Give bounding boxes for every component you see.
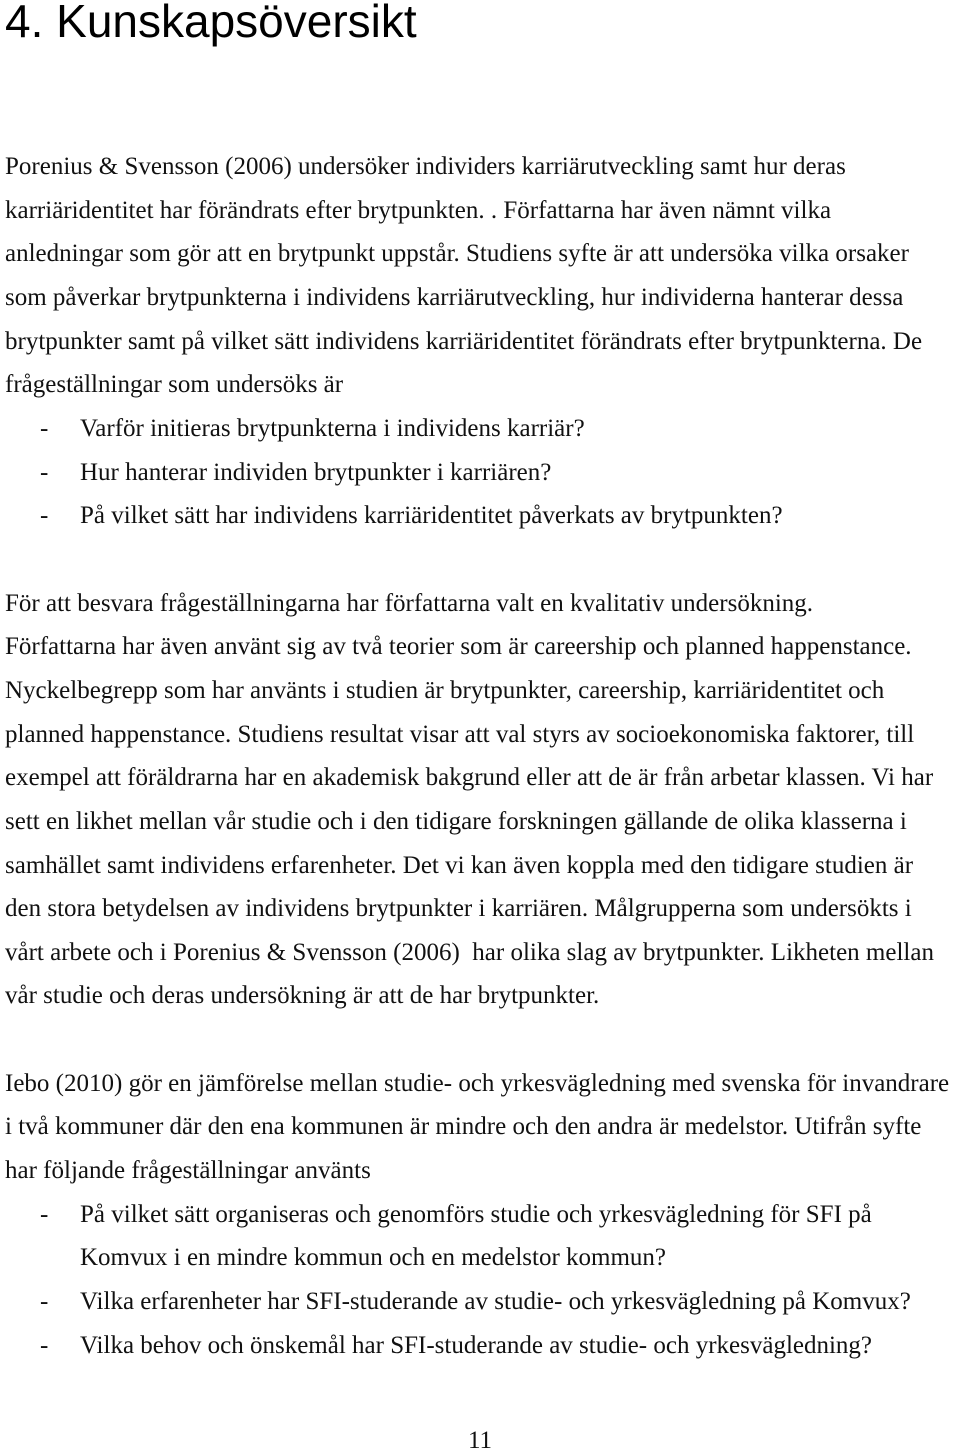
bullet-dash: - xyxy=(40,502,49,530)
text-line: karriäridentitet har förändrats efter brytpunkten. . Författarna har även nämnt vilka xyxy=(5,196,832,224)
text-line: sett en likhet mellan vår studie och i den tidigare forskningen gällande de olika klasserna i xyxy=(5,807,907,835)
text-line: samhället samt individens erfarenheter. Det vi kan även koppla med den tidigare studien är xyxy=(5,851,914,879)
question-text: På vilket sätt organiseras och genomförs studie och yrkesvägledning för SFI på xyxy=(80,1200,872,1228)
research-question-item xyxy=(5,494,955,538)
text-line: vårt arbete och i Porenius & Svensson (2006) har olika slag av brytpunkter. Likheten mellan xyxy=(5,938,934,966)
text-line: i två kommuner där den ena kommunen är mindre och den andra är medelstor. Utifrån syfte xyxy=(5,1113,922,1141)
research-question-item xyxy=(5,1280,955,1324)
text-line: planned happenstance. Studiens resultat visar att val styrs av socioekonomiska faktorer, till xyxy=(5,720,915,748)
text-line: som påverkar brytpunkterna i individens karriärutveckling, hur individerna hanterar dessa xyxy=(5,283,904,311)
text-line: brytpunkter samt på vilket sätt individens karriäridentitet förändrats efter brytpunkterna. De xyxy=(5,327,923,355)
research-question-item xyxy=(5,407,955,451)
paragraph-porenius-svensson xyxy=(5,145,955,407)
text-line: frågeställningar som undersöks är xyxy=(5,371,344,399)
question-text: Hur hanterar individen brytpunkter i karriären? xyxy=(80,458,552,486)
question-text: Komvux i en mindre kommun och en medelstor kommun? xyxy=(80,1244,667,1272)
research-question-item xyxy=(5,451,955,495)
text-line: Författarna har även använt sig av två teorier som är careership och planned happenstance. xyxy=(5,633,912,661)
bullet-dash: - xyxy=(40,414,49,442)
text-line: Nyckelbegrepp som har använts i studien är brytpunkter, careership, karriäridentitet och xyxy=(5,676,885,704)
document-body xyxy=(5,145,955,1367)
question-text: Vilka erfarenheter har SFI-studerande av studie- och yrkesvägledning på Komvux? xyxy=(80,1288,911,1316)
bullet-dash: - xyxy=(40,1288,49,1316)
text-line: Iebo (2010) gör en jämförelse mellan studie- och yrkesvägledning med svenska för invandrare xyxy=(5,1069,950,1097)
research-question-item xyxy=(5,1324,955,1368)
question-text: Vilka behov och önskemål har SFI-studerande av studie- och yrkesvägledning? xyxy=(80,1331,873,1359)
bullet-dash: - xyxy=(40,458,49,486)
question-text: Varför initieras brytpunkterna i individens karriär? xyxy=(80,414,585,442)
bullet-dash: - xyxy=(40,1200,49,1228)
text-line: vår studie och deras undersökning är att de har brytpunkter. xyxy=(5,982,600,1010)
text-line: exempel att föräldrarna har en akademisk bakgrund eller att de är från arbetar klassen. Vi har xyxy=(5,764,934,792)
research-questions-list-1 xyxy=(5,407,955,538)
text-line: har följande frågeställningar använts xyxy=(5,1157,371,1185)
research-questions-list-2 xyxy=(5,1193,955,1368)
text-line: anledningar som gör att en brytpunkt uppstår. Studiens syfte är att undersöka vilka orsaker xyxy=(5,240,909,268)
research-question-item xyxy=(5,1193,955,1280)
question-text: På vilket sätt har individens karriäridentitet påverkats av brytpunkten? xyxy=(80,502,783,530)
text-line: den stora betydelsen av individens brytpunkter i karriären. Målgrupperna som undersökts i xyxy=(5,895,912,923)
paragraph-iebo xyxy=(5,1062,955,1193)
section-heading: 4. Kunskapsöversikt xyxy=(5,0,417,47)
bullet-dash: - xyxy=(40,1331,49,1359)
text-line: För att besvara frågeställningarna har författarna valt en kvalitativ undersökning. xyxy=(5,589,814,617)
page-number: 11 xyxy=(467,1427,493,1454)
text-line: Porenius & Svensson (2006) undersöker individers karriärutveckling samt hur deras xyxy=(5,153,846,180)
paragraph-study-summary xyxy=(5,582,955,1019)
